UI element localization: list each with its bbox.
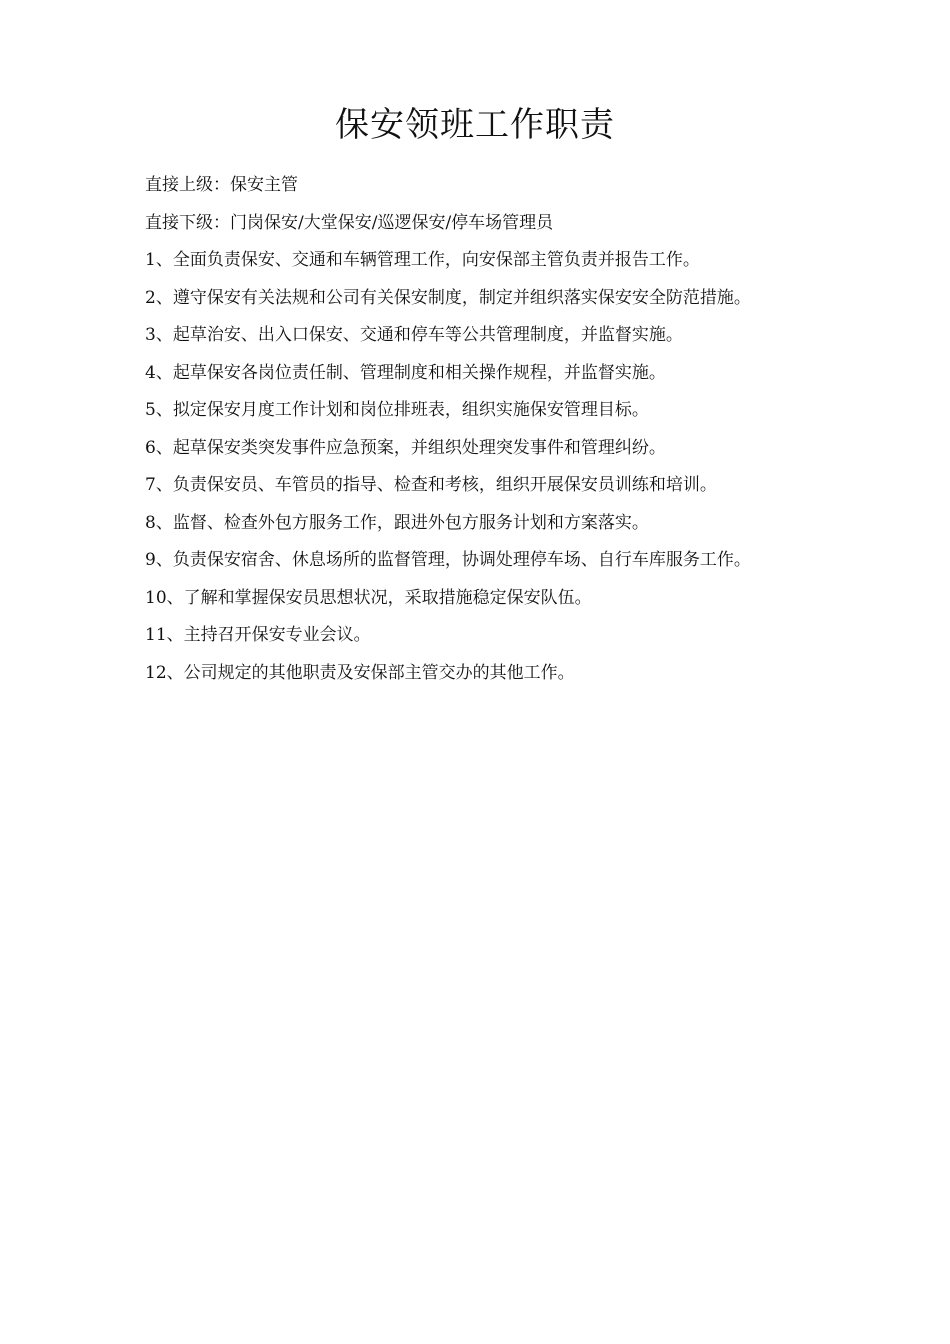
direct-superior: 直接上级：保安主管 xyxy=(145,175,298,195)
duty-item-6: 6、起草保安类突发事件应急预案，并组织处理突发事件和管理纠纷。 xyxy=(145,437,666,458)
duty-item-12: 12、公司规定的其他职责及安保部主管交办的其他工作。 xyxy=(145,662,575,683)
duty-item-1: 1、全面负责保安、交通和车辆管理工作，向安保部主管负责并报告工作。 xyxy=(145,250,700,270)
duty-item-3: 3、起草治安、出入口保安、交通和停车等公共管理制度，并监督实施。 xyxy=(145,325,683,345)
duty-item-11: 11、主持召开保安专业会议。 xyxy=(145,625,371,645)
direct-subordinate: 直接下级：门岗保安/大堂保安/巡逻保安/停车场管理员 xyxy=(145,212,554,233)
duty-item-5: 5、拟定保安月度工作计划和岗位排班表，组织实施保安管理目标。 xyxy=(145,400,649,420)
duty-item-2: 2、遵守保安有关法规和公司有关保安制度，制定并组织落实保安安全防范措施。 xyxy=(145,287,751,308)
duty-item-8: 8、监督、检查外包方服务工作，跟进外包方服务计划和方案落实。 xyxy=(145,512,649,533)
document-body xyxy=(145,167,845,692)
duty-item-9: 9、负责保安宿舍、休息场所的监督管理，协调处理停车场、自行车库服务工作。 xyxy=(145,550,751,570)
duty-item-10: 10、了解和掌握保安员思想状况，采取措施稳定保安队伍。 xyxy=(145,587,592,608)
document-title: 保安领班工作职责 xyxy=(335,105,615,145)
duty-item-7: 7、负责保安员、车管员的指导、检查和考核，组织开展保安员训练和培训。 xyxy=(145,475,717,495)
duty-item-4: 4、起草保安各岗位责任制、管理制度和相关操作规程，并监督实施。 xyxy=(145,362,666,383)
